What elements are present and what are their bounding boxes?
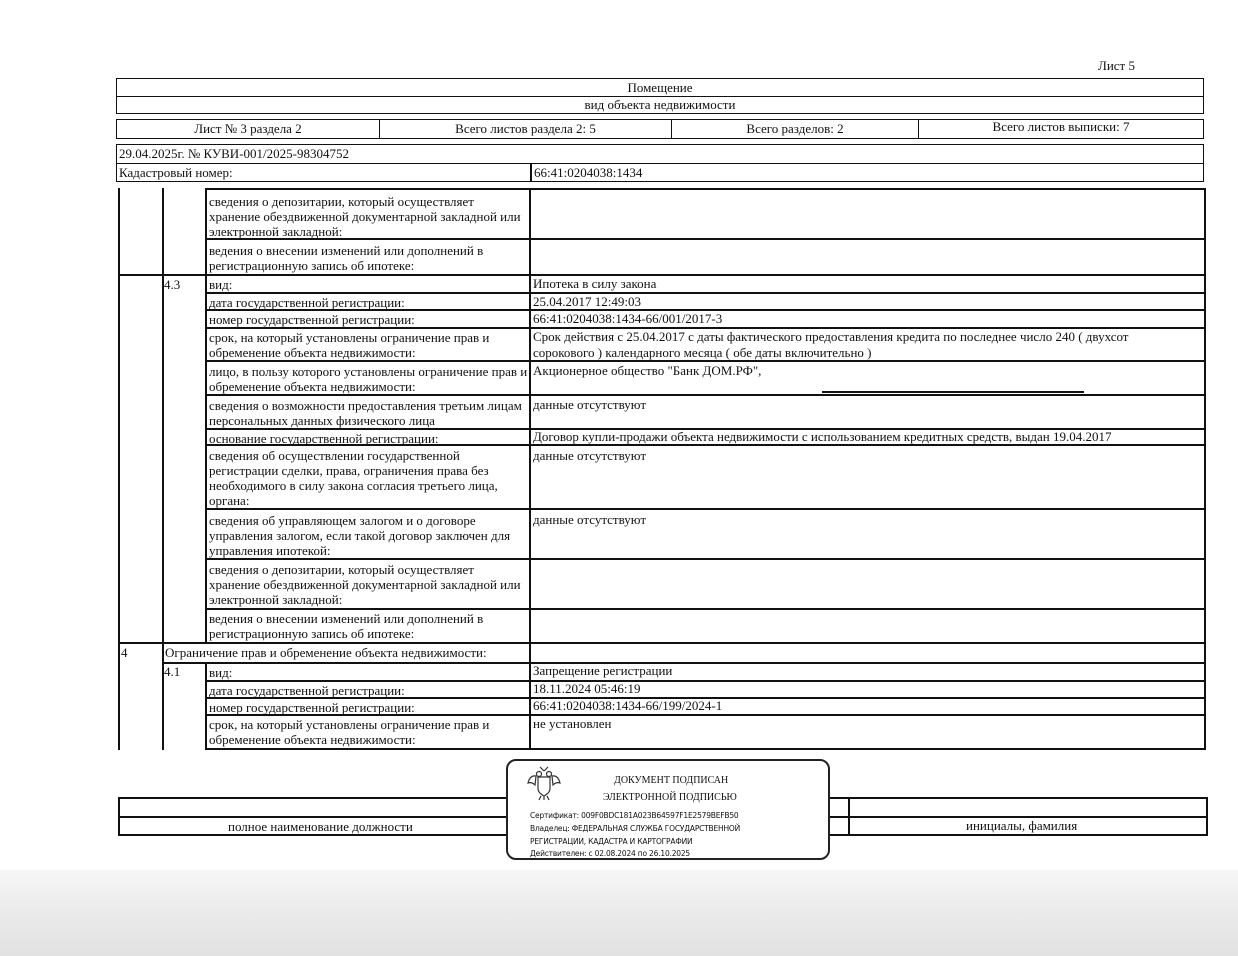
- divider: [1206, 797, 1208, 835]
- reg-date2-value: 18.11.2024 05:46:19: [533, 681, 641, 696]
- changes-label-2: ведения о внесении изменений или дополнений в регистрационную запись об ипотеке:: [209, 611, 484, 641]
- divider: [205, 292, 1205, 294]
- reg-number2-label: номер государственной регистрации:: [209, 700, 415, 715]
- total-sections: Всего разделов: 2: [672, 120, 919, 138]
- name-caption: инициалы, фамилия: [966, 818, 1078, 833]
- reg-number-label: номер государственной регистрации:: [209, 312, 415, 327]
- beneficiary-label: лицо, в пользу которого установлены ограничение прав и обременение объекта недвижимости:: [209, 364, 528, 394]
- depositary-label-2: сведения о депозитарии, который осуществляет хранение обездвиженной документарной закладной или электронной закладной:: [209, 562, 521, 607]
- kind-value: Ипотека в силу закона: [533, 276, 657, 291]
- stamp-owner-line2: РЕГИСТРАЦИИ, КАДАСТРА И КАРТОГРАФИИ: [530, 837, 693, 846]
- scan-shadow: [0, 870, 1238, 956]
- divider: [205, 188, 1205, 190]
- cadastral-value: 66:41:0204038:1434: [534, 165, 643, 180]
- row-number: 4.3: [164, 277, 181, 292]
- request-block: [116, 144, 1204, 182]
- divider: [205, 680, 1205, 682]
- reg-number2-value: 66:41:0204038:1434-66/199/2024-1: [533, 698, 723, 713]
- kind2-label: вид:: [209, 665, 233, 680]
- stamp-validity: Действителен: с 02.08.2024 по 26.10.2025: [530, 849, 690, 858]
- divider: [205, 558, 1205, 560]
- kind2-value: Запрещение регистрации: [533, 663, 673, 678]
- divider: [118, 188, 120, 750]
- object-type-caption: вид объекта недвижимости: [584, 97, 736, 112]
- term2-label: срок, на который установлены ограничение прав и обременение объекта недвижимости:: [209, 717, 490, 747]
- divider: [529, 188, 531, 750]
- emblem-icon: [526, 765, 562, 801]
- total-section-sheets: Всего листов раздела 2: 5: [380, 120, 672, 138]
- changes-label: ведения о внесении изменений или дополнений в регистрационную запись об ипотеке:: [209, 243, 484, 273]
- sheet-meta-row: [116, 119, 1204, 139]
- section-number: 4: [121, 645, 128, 660]
- divider: [205, 188, 207, 642]
- total-extract-sheets: Всего листов выписки: 7: [992, 119, 1130, 134]
- divider: [205, 608, 1205, 610]
- reg-number-value: 66:41:0204038:1434-66/001/2017-3: [533, 311, 723, 326]
- divider: [530, 164, 532, 182]
- third-party-label: сведения о возможности предоставления третьим лицам персональных данных физического лица: [209, 398, 522, 428]
- divider: [162, 662, 1205, 664]
- divider: [205, 662, 207, 750]
- stamp-subtitle: ЭЛЕКТРОННОЙ ПОДПИСЬЮ: [603, 792, 737, 803]
- sheet-number: Лист 5: [1098, 58, 1135, 73]
- stamp-title: ДОКУМЕНТ ПОДПИСАН: [614, 775, 729, 786]
- stamp-owner-line1: Владелец: ФЕДЕРАЛЬНАЯ СЛУЖБА ГОСУДАРСТВЕННОЙ: [530, 824, 741, 833]
- kind-label: вид:: [209, 277, 233, 292]
- third-party-value: данные отсутствуют: [533, 397, 647, 412]
- reg-date-value: 25.04.2017 12:49:03: [533, 294, 641, 309]
- divider: [118, 274, 1205, 276]
- basis-value: Договор купли-продажи объекта недвижимости с использованием кредитных средств, выдан 19.04.2017: [533, 429, 1112, 444]
- redaction-line: [822, 391, 1084, 393]
- position-caption: полное наименование должности: [228, 819, 413, 834]
- reg-date-label: дата государственной регистрации:: [209, 295, 405, 310]
- manager-value: данные отсутствуют: [533, 512, 647, 527]
- divider: [205, 394, 1205, 396]
- row-number: 4.1: [164, 664, 181, 679]
- divider: [1204, 188, 1206, 750]
- divider: [118, 642, 1205, 644]
- divider: [848, 797, 850, 835]
- divider: [205, 748, 1205, 750]
- consent-label: сведения об осуществлении государственной регистрации сделки, права, ограничения права без необходимого в силу закона согласия третьего лица, органа:: [209, 448, 498, 508]
- divider: [205, 508, 1205, 510]
- term-value-line2: сорокового ) календарного месяца ( обе даты включительно ): [533, 345, 872, 360]
- divider: [118, 797, 120, 835]
- sheet-of-section: Лист № 3 раздела 2: [117, 120, 380, 138]
- object-type-header: [116, 78, 1204, 114]
- reg-date2-label: дата государственной регистрации:: [209, 683, 405, 698]
- encumbrance-table: [116, 188, 1208, 750]
- basis-label: основание государственной регистрации:: [209, 431, 439, 446]
- stamp-certificate: Сертификат: 009F0BDC181A023B64597F1E2579BEFB50: [530, 811, 739, 820]
- divider: [205, 360, 1205, 362]
- manager-label: сведения об управляющем залогом и о договоре управления залогом, если такой договор заключен для управления ипотекой:: [209, 513, 511, 558]
- term-label: срок, на который установлены ограничение прав и обременение объекта недвижимости:: [209, 330, 490, 360]
- beneficiary-value: Акционерное общество "Банк ДОМ.РФ",: [533, 363, 762, 378]
- cadastral-row: [117, 163, 1203, 182]
- consent-value: данные отсутствуют: [533, 448, 647, 463]
- restriction-heading: Ограничение прав и обременение объекта недвижимости:: [165, 645, 487, 660]
- cadastral-label: Кадастровый номер:: [119, 165, 233, 180]
- object-type: Помещение: [117, 79, 1203, 97]
- term2-value: не установлен: [533, 716, 612, 731]
- e-signature-stamp: [506, 759, 830, 860]
- request-date-number: 29.04.2025г. № КУВИ-001/2025-98304752: [119, 146, 349, 161]
- term-value-line1: Срок действия с 25.04.2017 с даты фактического предоставления кредита по последнее число 240 ( двухсот: [533, 329, 1129, 344]
- depositary-label: сведения о депозитарии, который осуществляет хранение обездвиженной документарной закладной или электронной закладной:: [209, 194, 521, 239]
